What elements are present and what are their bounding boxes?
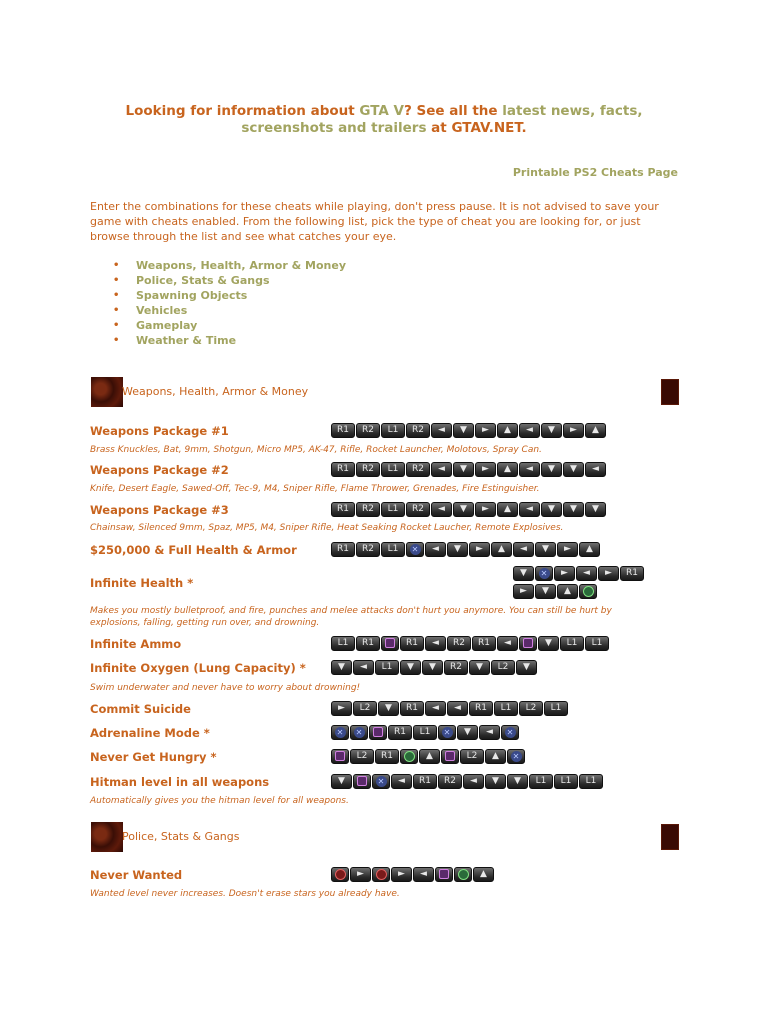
shoulder-button-icon: R1 [388,725,412,740]
shoulder-button-icon: L1 [381,462,405,477]
button-combo [331,542,600,557]
cheat-description: Brass Knuckles, Bat, 9mm, Shotgun, Micro MP5, AK-47, Rifle, Rocket Launcher, Molotovs, Spray Can. [90,445,542,455]
dpad-button-icon: ► [554,566,575,581]
cross-button-icon: ✕ [331,725,349,740]
button-combo [513,566,644,581]
cheat-description: Swim underwater and never have to worry about drowning! [90,683,361,693]
button-combo [331,462,606,477]
button-combo [331,636,609,651]
section-title: Weapons, Health, Armor & Money [122,385,309,398]
shoulder-button-icon: R2 [438,774,462,789]
shoulder-button-icon: R2 [406,423,430,438]
shoulder-button-icon: L1 [585,636,609,651]
dpad-button-icon: ◄ [463,774,484,789]
shoulder-button-icon: R2 [406,462,430,477]
button-combo [331,725,519,740]
dpad-button-icon: ◄ [431,462,452,477]
shoulder-button-icon: L1 [579,774,603,789]
cheat-name: Commit Suicide [90,702,191,716]
dpad-button-icon: ▼ [541,423,562,438]
dpad-button-icon: ▼ [331,660,352,675]
dpad-button-icon: ▼ [541,502,562,517]
section-thumbnail-image [91,822,123,852]
toc-item[interactable]: • Spawning Objects [113,288,346,303]
section-marker [661,379,679,405]
button-combo [331,701,568,716]
banner-link-gtavnet[interactable]: at GTAV.NET. [426,120,527,136]
dpad-button-icon: ◄ [413,867,434,882]
section-thumbnail-image [91,377,123,407]
shoulder-button-icon: L1 [413,725,437,740]
cheat-name: Infinite Oxygen (Lung Capacity) * [90,661,306,675]
cheat-name: Hitman level in all weapons [90,775,270,789]
dpad-button-icon: ▼ [538,636,559,651]
dpad-button-icon: ▼ [453,502,474,517]
cheat-name: Never Get Hungry * [90,750,217,764]
dpad-button-icon: ▼ [563,462,584,477]
dpad-button-icon: ▼ [516,660,537,675]
cross-button-icon: ✕ [350,725,368,740]
dpad-button-icon: ◄ [425,701,446,716]
cross-button-icon: ✕ [501,725,519,740]
dpad-button-icon: ► [598,566,619,581]
shoulder-button-icon: R1 [413,774,437,789]
triangle-button-icon [400,749,418,764]
square-button-icon [381,636,399,651]
dpad-button-icon: ▲ [491,542,512,557]
dpad-button-icon: ▼ [541,462,562,477]
dpad-button-icon: ▼ [585,502,606,517]
button-combo [331,749,525,764]
dpad-button-icon: ► [557,542,578,557]
cheat-description: Makes you mostly bulletproof, and fire, punches and melee attacks don't hurt you anymore. You can still be hurt by explosions, falling, getting run over, and drowning. [90,606,612,628]
dpad-button-icon: ▼ [513,566,534,581]
cross-button-icon: ✕ [372,774,390,789]
dpad-button-icon: ▲ [473,867,494,882]
dpad-button-icon: ▼ [400,660,421,675]
toc-item[interactable]: • Weapons, Health, Armor & Money [113,258,346,273]
dpad-button-icon: ► [513,584,534,599]
button-combo [331,867,494,882]
shoulder-button-icon: R2 [447,636,471,651]
shoulder-button-icon: R2 [356,542,380,557]
dpad-button-icon: ► [475,462,496,477]
toc-item[interactable]: • Vehicles [113,303,346,318]
toc-item[interactable]: • Weather & Time [113,333,346,348]
dpad-button-icon: ▼ [422,660,443,675]
triangle-button-icon [454,867,472,882]
intro-text: Enter the combinations for these cheats while playing, don't press pause. It is not advised to save your game with cheats enabled. From the following list, pick the type of cheat you are looking for, or just browse through the list and see what catches your eye. [90,200,659,243]
shoulder-button-icon: L1 [544,701,568,716]
dpad-button-icon: ◄ [519,502,540,517]
dpad-button-icon: ▲ [497,502,518,517]
cross-button-icon: ✕ [438,725,456,740]
dpad-button-icon: ▼ [485,774,506,789]
cross-button-icon: ✕ [535,566,553,581]
dpad-button-icon: ▲ [557,584,578,599]
dpad-button-icon: ◄ [391,774,412,789]
dpad-button-icon: ▲ [485,749,506,764]
square-button-icon [519,636,537,651]
dpad-button-icon: ◄ [431,502,452,517]
shoulder-button-icon: R2 [406,502,430,517]
dpad-button-icon: ► [563,423,584,438]
cheat-description: Knife, Desert Eagle, Sawed-Off, Tec-9, M4, Sniper Rifle, Flame Thrower, Grenades, Fire Estinguisher. [90,484,540,494]
dpad-button-icon: ◄ [519,462,540,477]
square-button-icon [331,749,349,764]
section-title: Police, Stats & Gangs [122,830,240,843]
button-combo [331,774,603,789]
square-button-icon [441,749,459,764]
dpad-button-icon: ◄ [425,636,446,651]
banner-link-screenshots[interactable]: screenshots and trailers [241,120,427,136]
banner-text-1: Looking for information about [125,103,360,119]
shoulder-button-icon: L1 [375,660,399,675]
shoulder-button-icon: L2 [491,660,515,675]
button-combo [331,502,606,517]
dpad-button-icon: ▼ [378,701,399,716]
shoulder-button-icon: R1 [472,636,496,651]
shoulder-button-icon: R2 [356,502,380,517]
cheat-category-list [113,258,346,348]
printable-cheats-link[interactable]: Printable PS2 Cheats Page [512,166,678,179]
shoulder-button-icon: R1 [331,502,355,517]
shoulder-button-icon: L2 [353,701,377,716]
dpad-button-icon: ▼ [457,725,478,740]
dpad-button-icon: ▼ [331,774,352,789]
cheat-name: $250,000 & Full Health & Armor [90,543,297,557]
dpad-button-icon: ▲ [419,749,440,764]
dpad-button-icon: ◄ [576,566,597,581]
dpad-button-icon: ▼ [447,542,468,557]
section-header-police [91,822,679,852]
shoulder-button-icon: L1 [381,423,405,438]
dpad-button-icon: ► [475,423,496,438]
square-button-icon [435,867,453,882]
dpad-button-icon: ◄ [519,423,540,438]
dpad-button-icon: ► [475,502,496,517]
circle-button-icon [331,867,349,882]
shoulder-button-icon: L1 [560,636,584,651]
toc-item[interactable]: • Police, Stats & Gangs [113,273,346,288]
dpad-button-icon: ► [391,867,412,882]
shoulder-button-icon: R1 [331,542,355,557]
square-button-icon [369,725,387,740]
shoulder-button-icon: R1 [400,701,424,716]
shoulder-button-icon: L1 [529,774,553,789]
gtav-banner [0,103,768,137]
dpad-button-icon: ◄ [431,423,452,438]
shoulder-button-icon: L1 [331,636,355,651]
banner-link-gtav[interactable]: GTA V [359,103,405,119]
shoulder-button-icon: L1 [381,502,405,517]
shoulder-button-icon: R1 [375,749,399,764]
dpad-button-icon: ► [469,542,490,557]
dpad-button-icon: ▼ [535,542,556,557]
dpad-button-icon: ▲ [579,542,600,557]
toc-item[interactable]: • Gameplay [113,318,346,333]
dpad-button-icon: ◄ [425,542,446,557]
cheat-name: Weapons Package #2 [90,463,229,477]
cheat-description: Chainsaw, Silenced 9mm, Spaz, MP5, M4, Sniper Rifle, Heat Seaking Rocket Laucher, Remote Explosives. [90,523,564,533]
banner-link-news[interactable]: latest news, facts, [502,103,643,119]
banner-text-2: ? See all the [404,103,503,119]
dpad-button-icon: ► [331,701,352,716]
section-marker [661,824,679,850]
dpad-button-icon: ◄ [479,725,500,740]
cheat-name: Infinite Health * [90,576,194,590]
cheat-description: Wanted level never increases. Doesn't erase stars you already have. [90,889,400,899]
shoulder-button-icon: L1 [494,701,518,716]
dpad-button-icon: ◄ [585,462,606,477]
triangle-button-icon [579,584,597,599]
cheat-name: Weapons Package #1 [90,424,229,438]
cheat-name: Infinite Ammo [90,637,182,651]
button-combo [331,660,537,675]
shoulder-button-icon: R1 [331,462,355,477]
cheat-name: Never Wanted [90,868,183,882]
button-combo [513,584,597,599]
shoulder-button-icon: R1 [356,636,380,651]
dpad-button-icon: ◄ [447,701,468,716]
dpad-button-icon: ◄ [513,542,534,557]
cross-button-icon: ✕ [406,542,424,557]
shoulder-button-icon: L2 [519,701,543,716]
dpad-button-icon: ▼ [453,462,474,477]
dpad-button-icon: ▲ [497,423,518,438]
section-header-weapons [91,377,679,407]
dpad-button-icon: ▲ [497,462,518,477]
cheat-name: Weapons Package #3 [90,503,229,517]
shoulder-button-icon: L1 [554,774,578,789]
cross-button-icon: ✕ [507,749,525,764]
shoulder-button-icon: L1 [381,542,405,557]
dpad-button-icon: ◄ [497,636,518,651]
dpad-button-icon: ▼ [563,502,584,517]
square-button-icon [353,774,371,789]
dpad-button-icon: ▼ [507,774,528,789]
dpad-button-icon: ▼ [453,423,474,438]
cheat-name: Adrenaline Mode * [90,726,210,740]
shoulder-button-icon: R1 [469,701,493,716]
shoulder-button-icon: R1 [620,566,644,581]
button-combo [331,423,606,438]
dpad-button-icon: ▲ [585,423,606,438]
dpad-button-icon: ◄ [353,660,374,675]
shoulder-button-icon: R1 [400,636,424,651]
shoulder-button-icon: R1 [331,423,355,438]
shoulder-button-icon: R2 [356,462,380,477]
dpad-button-icon: ► [350,867,371,882]
shoulder-button-icon: L2 [350,749,374,764]
dpad-button-icon: ▼ [469,660,490,675]
circle-button-icon [372,867,390,882]
cheat-description: Automatically gives you the hitman level for all weapons. [90,796,349,806]
dpad-button-icon: ▼ [535,584,556,599]
shoulder-button-icon: L2 [460,749,484,764]
shoulder-button-icon: R2 [356,423,380,438]
shoulder-button-icon: R2 [444,660,468,675]
